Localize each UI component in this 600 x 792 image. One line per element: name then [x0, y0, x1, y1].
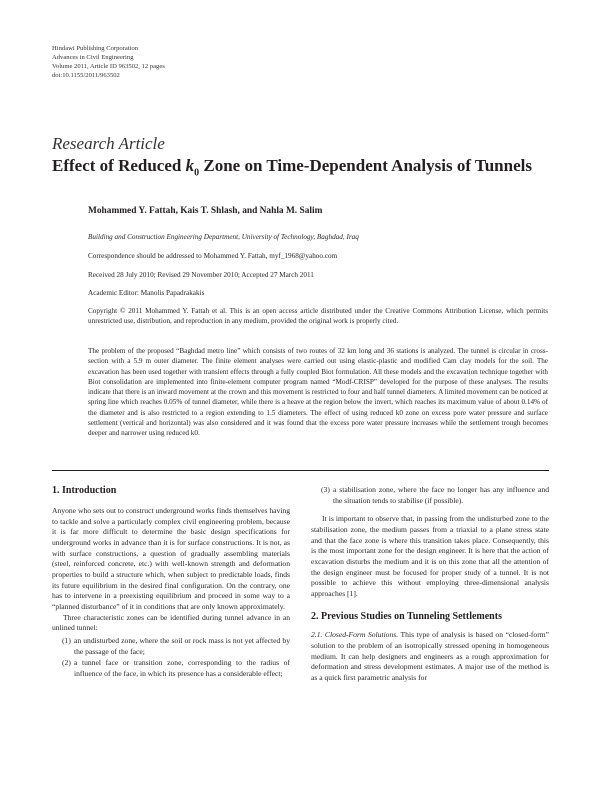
list-item — [52, 658, 290, 679]
publisher-line: Hindawi Publishing Corporation — [52, 45, 139, 52]
zone-list — [52, 636, 290, 680]
title-part-1: Effect of Reduced — [52, 156, 186, 175]
academic-editor: Academic Editor: Manolis Papadrakakis — [88, 289, 205, 297]
intro-paragraph-3: It is important to observe that, in passing from the undisturbed zone to the stabilisation zone, the medium passes from a triaxial to a plane stress state and that the face zone is where this transition takes place. Consequently, this is the most important zone for the design engineer. It is here that the action of excavation disturbs the medium and it is on this zone that all the attention of the design engineer must be focused for proper study of a tunnel. It is not possible to achieve this without employing three-dimensional analysis approaches [1]. — [311, 514, 549, 598]
copyright-notice: Copyright © 2011 Mohammed Y. Fattah et al. This is an open access article distributed under the Creative Commons Attribution License, which permits unrestricted use, distribution, and reproduction in any medium, provided the original work is properly cited. — [88, 307, 548, 326]
dates: Received 28 July 2010; Revised 29 November 2010; Accepted 27 March 2011 — [88, 271, 314, 279]
journal-header — [52, 44, 165, 80]
closed-form-text: This type of analysis is based on “closed-form” solution to the problem of an isotropically stressed opening in homogeneous medium. It can help designers and engineers as a rough approximation for deformation and stress development estimates. A major use of the method is as a quick first parametric analysis for — [311, 630, 549, 682]
zone-list-continued — [311, 485, 549, 506]
section-divider — [52, 470, 549, 471]
intro-paragraph-2: Three characteristic zones can be identified during tunnel advance in an unlined tunnel: — [52, 612, 290, 633]
affiliation: Building and Construction Engineering Department, University of Technology, Baghdad, Iraq — [88, 233, 359, 241]
list-item — [52, 636, 290, 657]
article-type: Research Article — [52, 134, 165, 153]
closed-form-paragraph — [311, 630, 549, 683]
author-list: Mohammed Y. Fattah, Kais T. Shlash, and Nahla M. Salim — [88, 206, 323, 216]
volume-line: Volume 2011, Article ID 963502, 12 pages — [52, 63, 165, 70]
right-column — [311, 485, 549, 684]
paper-title — [52, 156, 532, 178]
subsection-2-1-heading: 2.1. Closed-Form Solutions. — [311, 630, 399, 640]
doi-line: doi:10.1155/2011/963502 — [52, 72, 120, 79]
title-k-subscript: 0 — [194, 167, 200, 179]
list-number: (1) — [62, 635, 71, 645]
intro-paragraph-1: Anyone who sets out to construct underground works finds themselves having to tackle and solve a particularly complex civil engineering problem, because it is far more difficult to determine the basic design specifications for underground works in advance than it is for surface constructions. It is not, as with surface constructions, a question of gradually assembling materials (steel, reinforced concrete, etc.) with well-known strength and deformation properties to build a structure which, when subject to predictable loads, finds its future equilibrium in the desired final configuration. On the contrary, one has to intervene in a preexisting equilibrium and proceed in some way to a “planned disturbance” of it in conditions that are only known approximately. — [52, 506, 290, 611]
journal-name: Advances in Civil Engineering — [52, 54, 134, 61]
list-text: a tunnel face or transition zone, corresponding to the radius of influence of the face, in which its presence has a considerable effect; — [74, 658, 290, 678]
list-item — [311, 485, 549, 506]
list-text: a stabilisation zone, where the face no longer has any influence and the situation tends to stabilise (if possible). — [333, 485, 549, 505]
title-k-symbol: k — [185, 156, 195, 175]
list-text: an undisturbed zone, where the soil or rock mass is not yet affected by the passage of the face; — [74, 635, 290, 656]
list-number: (3) — [321, 485, 330, 494]
list-number: (2) — [62, 658, 71, 668]
left-column — [52, 506, 290, 681]
abstract: The problem of the proposed “Baghdad metro line” which consists of two routes of 32 km long and 36 stations is analyzed. The tunnel is circular in cross-section with a 5.9 m outer diameter. The finite element analyses were carried out using elastic-plastic and modified Cam clay models for the soil. The excavation has been used together with transient effects through a fully coupled Biot formulation. All these models and the excavation technique together with Biot consolidation are implemented into finite-element computer program named “Modf-CRISP” developed for the purpose of these analyses. The results indicate that there is an inward movement at the crown and this movement is restricted to four and half tunnel diameters. A limited movement can be noticed at spring line which reaches 0.05% of tunnel diameter, while there is a heave at the region below the invert, which reaches its maximum value of about 0.14% of the diameter and is also restricted to a region extending to 1.5 diameters. The effect of using reduced k0 zone on excess pore water pressure and surface settlement (vertical and horizontal) was also considered and it was found that the excess pore water pressure increases while the settlement trough becomes deeper and narrower using reduced k0. — [88, 347, 548, 437]
section-1-heading: 1. Introduction — [52, 485, 117, 496]
correspondence: Correspondence should be addressed to Mohammed Y. Fattah, myf_1968@yahoo.com — [88, 252, 338, 260]
title-part-2: Zone on Time-Dependent Analysis of Tunnels — [199, 156, 532, 175]
section-2-heading: 2. Previous Studies on Tunneling Settlements — [311, 610, 502, 622]
